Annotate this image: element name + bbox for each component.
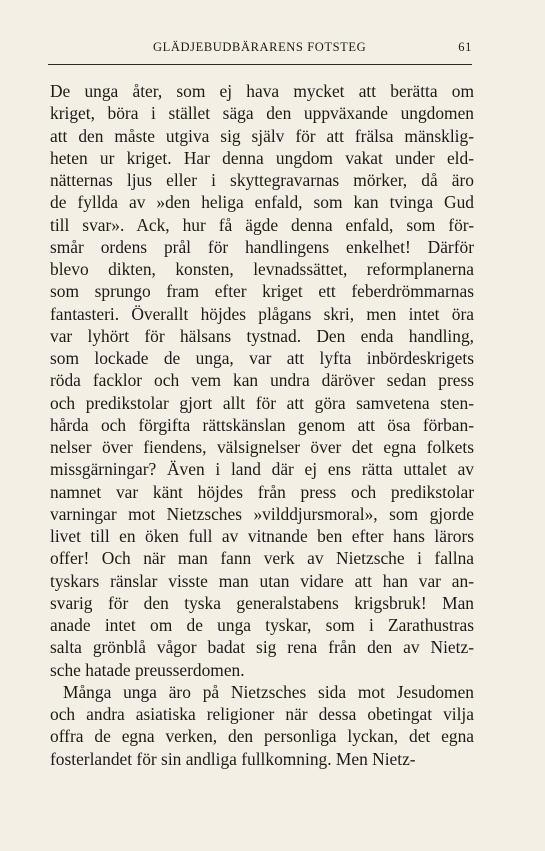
text-line: var lyhört för hälsans tystnad. Den enda handling, — [50, 325, 474, 346]
text-line: röda facklor och vem kan undra däröver sedan press — [50, 370, 474, 391]
text-line: Många unga äro på Nietzsches sida mot Jesudomen — [63, 681, 474, 702]
text-line: anade intet om de unga tyskar, som i Zarathustras — [50, 615, 474, 635]
text-line: tyskars ränslar visste man utan vidare att han var an- — [50, 570, 474, 591]
text-line: kriget, böra i stället säga den uppväxande ungdomen — [50, 103, 474, 124]
text-line: sche hatade preusserdomen. — [50, 659, 245, 680]
text-line: till svar». Ack, hur få ägde denna enfald, som för- — [50, 214, 474, 235]
running-title: GLÄDJEBUDBÄRARENS FOTSTEG — [153, 40, 367, 54]
header-rule — [48, 64, 472, 65]
text-line: hårda och förgifta rättskänslan genom att ösa förban- — [50, 414, 474, 435]
text-line: svarig för den tyska generalstabens krigsbruk! Man — [50, 592, 474, 613]
text-line: att den måste utgiva sig själv för att frälsa mänsklig- — [50, 125, 474, 146]
text-line: namnet var känt höjdes från press och predikstolar — [50, 481, 474, 502]
text-line: fosterlandet för sin andliga fullkomning. Men Nietz- — [50, 748, 416, 769]
text-line: nätternas ljus eller i skyttegravarnas mörker, då äro — [50, 170, 474, 190]
text-line: som lockade de unga, var att lyfta inbördeskrigets — [50, 348, 474, 368]
running-header — [48, 40, 472, 60]
text-line: De unga åter, som ej hava mycket att berätta om — [50, 81, 474, 101]
text-line: livet till en öken full av vitnande ben efter hans lärors — [50, 526, 474, 546]
text-line: salta grönblå vågor badat sig rena från den av Nietz- — [50, 637, 474, 658]
text-line: blevo dikten, konsten, levnadssättet, reformplanerna — [50, 259, 474, 279]
text-line: fantasteri. Överallt höjdes plågans skri, men intet öra — [50, 303, 474, 324]
text-line: varningar mot Nietzsches »vilddjursmoral», som gjorde — [50, 503, 474, 524]
text-line: och predikstolar gjort allt för att göra samvetena sten- — [50, 392, 474, 413]
text-line: smår ordens prål för handlingens enkelhet! Därför — [50, 236, 474, 257]
text-line: missgärningar? Även i land där ej ens rätta uttalet av — [50, 459, 474, 480]
text-line: heten ur kriget. Har denna ungdom vakat under eld- — [50, 147, 474, 168]
body-text — [50, 80, 474, 770]
text-line: och andra asiatiska religioner när dessa obetingat vilja — [50, 704, 474, 724]
text-line: offra de egna verken, den personliga lyckan, det egna — [50, 726, 474, 747]
text-line: som sprungo fram efter kriget ett feberdrömmarnas — [50, 281, 474, 302]
page-number: 61 — [458, 40, 472, 54]
text-line: offer! Och när man fann verk av Nietzsche i fallna — [50, 548, 474, 569]
text-line: de fyllda av »den heliga enfald, som kan tvinga Gud — [50, 192, 474, 213]
text-line: nelser över fiendens, välsignelser över det egna folkets — [50, 437, 474, 457]
